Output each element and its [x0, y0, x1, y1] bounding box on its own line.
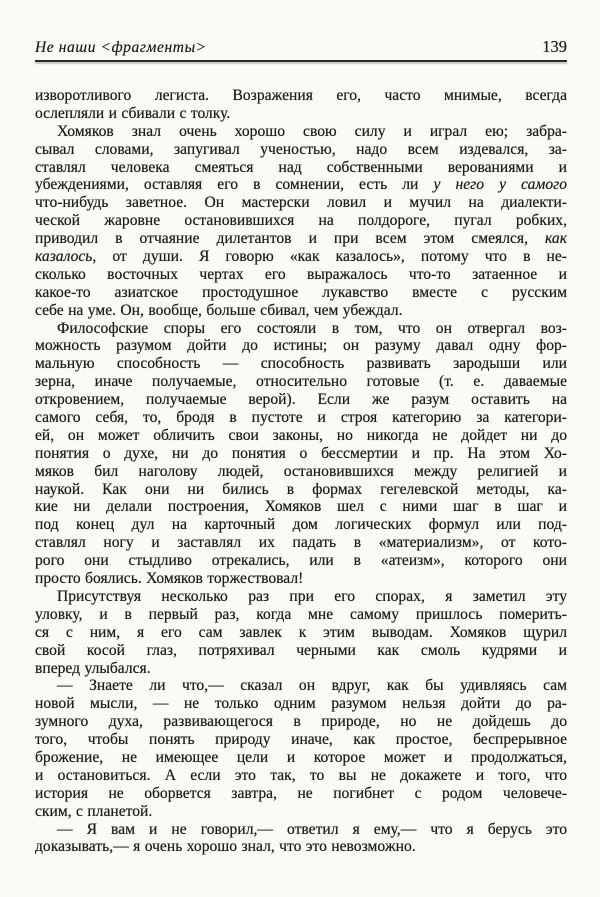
text-line: Присутствуя несколько раз при его спорах, я заметил эту [57, 587, 567, 605]
text-line: свой косой глаз, потряхивал черными как смоль кудрями и [35, 641, 567, 659]
text-line: зумного духа, развивающегося в природе, но не дойдешь до [35, 713, 567, 731]
text-line: приводил в отчаяние дилетантов и при всем этом смеялся, как [35, 230, 567, 248]
text-line: просто боялись. Хомяков торжествовал! [35, 570, 304, 588]
running-header [35, 38, 567, 57]
text-line: мяков бил наголову людей, остановившихся между религией и [35, 462, 567, 480]
page-text [35, 87, 567, 856]
text-line: ей, он может обличить свои законы, но никогда не дойдет ни до [35, 426, 567, 444]
text-line: кие ни делали построения, Хомяков шел с ними шаг в шаг и [35, 498, 567, 516]
text-line: какое-то азиатское простодушное лукавство вместе с русским [35, 283, 567, 301]
text-line: себе на уме. Он, вообще, больше сбивал, чем убеждал. [35, 301, 403, 319]
text-line: того, чтобы понять природу иначе, как простое, беспрерывное [35, 731, 567, 749]
text-line: что-нибудь заветное. Он мастерски ловил и мучил на диалекти- [35, 194, 567, 212]
text-line: наукой. Как они ни бились в формах гегелевской методы, ка- [35, 480, 567, 498]
text-line: ся с ним, я его сам завлек к этим выводам. Хомяков щурил [35, 623, 567, 641]
text-line: мальную способность — способность развивать зародыши или [35, 355, 567, 373]
text-line: Хомяков знал очень хорошо свою силу и играл ею; забра- [57, 122, 567, 140]
header-title: Не наши <фрагменты> [35, 39, 207, 56]
text-line: убеждениями, оставляя его в сомнении, есть ли у него у самого [35, 176, 567, 194]
text-line: под конец дул на карточный дом логических формул или под- [35, 516, 567, 534]
text-line: изворотливого легиста. Возражения его, часто мнимые, всегда [35, 87, 567, 104]
text-line: казалось, от души. Я говорю «как казалось», потому что в не- [35, 248, 567, 266]
text-line: ставлял человека смеяться над собственными верованиями и [35, 158, 567, 176]
text-line: ческой жаровне остановившихся на полдороге, пугал робких, [35, 212, 567, 230]
text-line: история не оборвется завтра, не погибнет с родом человече- [35, 784, 567, 802]
text-line: ским, с планетой. [35, 802, 153, 820]
text-line: — Знаете ли что,— сказал он вдруг, как бы удивляясь сам [57, 677, 567, 695]
text-line: можность разумом дойти до истины; он разуму давал одну фор- [35, 337, 567, 355]
text-line: — Я вам и не говорил,— ответил я ему,— что я берусь это [57, 820, 567, 838]
text-line: брожение, не имеющее цели и которое может и продолжаться, [35, 748, 567, 766]
text-line: вперед улыбался. [35, 659, 151, 677]
page-number: 139 [542, 37, 567, 56]
text-line: рого они стыдливо отрекались, или в «атеизм», которого они [35, 552, 567, 570]
text-line: сколько восточных чертах его выражалось что-то затаенное и [35, 265, 567, 283]
text-line: откровением, получаемые верой). Если же разум оставить на [35, 391, 567, 409]
text-line: доказывать,— я очень хорошо знал, что это невозможно. [35, 838, 416, 856]
text-line: Философские споры его состояли в том, что он отвергал воз- [57, 319, 567, 337]
header-rule [35, 60, 567, 62]
text-line: и остановиться. А если это так, то вы не докажете и того, что [35, 766, 567, 784]
text-line: новой мысли, — не только одним разумом нельзя дойти до ра- [35, 695, 567, 713]
text-line: зерна, иначе получаемые, относительно готовые (т. е. даваемые [35, 373, 567, 391]
text-line: уловку, и в первый раз, когда мне самому пришлось померить- [35, 605, 567, 623]
text-line: ослепляли и сбивали с толку. [35, 104, 231, 122]
text-line: ставлял ногу и заставлял их падать в «материализм», от кото- [35, 534, 567, 552]
text-line: понятия о духе, ни до понятия о бессмертии и пр. На этом Хо- [35, 444, 567, 462]
text-line: сывал словами, запугивал ученостью, надо всем издевался, за- [35, 140, 567, 158]
text-line: самого себя, то, бродя в пустоте и строя категорию за категори- [35, 409, 567, 427]
